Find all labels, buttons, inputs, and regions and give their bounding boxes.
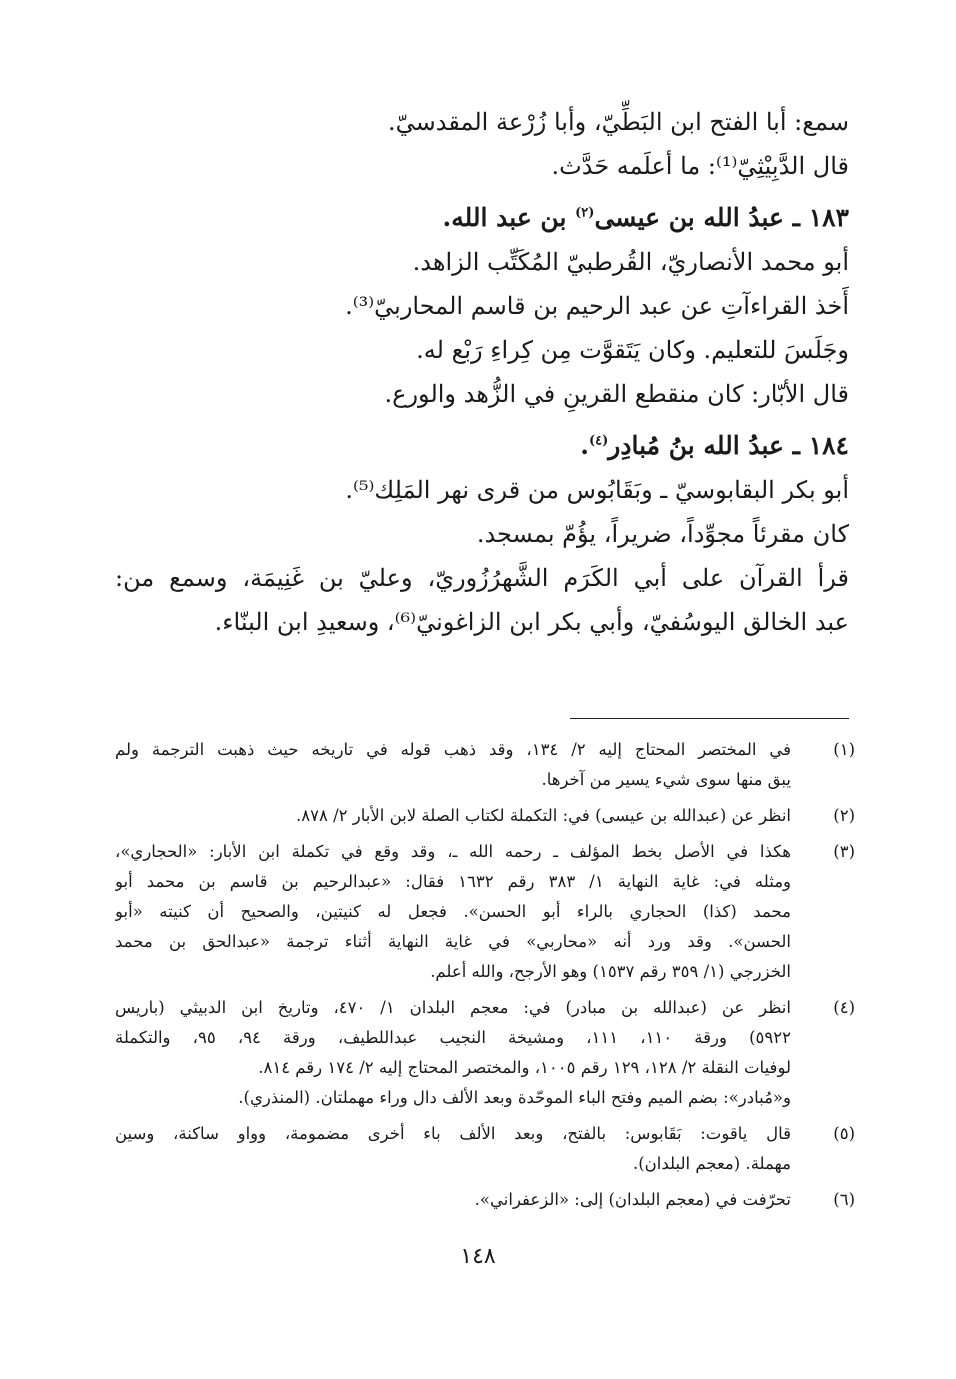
text-line: أَخذ القراءآتِ عن عبد الرحيم بن قاسم المحاربيّ⁽³⁾. — [345, 292, 849, 320]
footnote — [115, 837, 855, 987]
text-line: سمع: أبا الفتح ابن البَطِّيّ، وأبا زُرْعة المقدسيّ. — [388, 108, 849, 136]
footnote-line: ٥٩٢٢) ورقة ١١٠، ١١١، ومشيخة النجيب عبداللطيف، ورقة ٩٤، ٩٥، والتكملة — [115, 1028, 791, 1047]
footnote-line: قال ياقوت: بَقَابوس: بالفتح، وبعد الألف باء أخرى مضمومة، وواو ساكنة، وسين — [115, 1124, 791, 1143]
footnote-line: انظر عن (عبدالله بن مبادر) في: معجم البلدان ١/ ٤٧٠، وتاريخ ابن الدبيثي (باريس — [115, 998, 791, 1017]
footnote-number: (٢) — [833, 806, 855, 825]
footnote — [115, 735, 855, 795]
entry-heading-suffix: . — [580, 431, 589, 460]
text-line: قال الدَّبِيْثِيّ⁽¹⁾: ما أعلَمه حَدَّث. — [551, 152, 849, 180]
entry-183-heading — [115, 196, 849, 240]
footnote-line: مهملة. (معجم البلدان). — [633, 1154, 791, 1173]
entry-heading-suffix: بن عبد الله. — [442, 203, 576, 232]
text-line: أبو محمد الأنصاريّ، القُرطبيّ المُكَتِّب الزاهد. — [412, 248, 849, 276]
footnote-line: ومثله في: غاية النهاية ١/ ٣٨٣ رقم ١٦٣٢ فقال: «عبدالرحيم بن قاسم بن محمد أبو — [115, 872, 791, 891]
footnote-ref: (٤) — [588, 433, 609, 449]
footnote — [115, 993, 855, 1113]
footnote-line: و«مُبادر»: بضم الميم وفتح الباء الموحّدة وبعد الألف دال وراء مهملتان. (المنذري). — [238, 1088, 791, 1107]
page-number: ١٤٨ — [460, 1244, 496, 1269]
footnote-number: (٣) — [833, 842, 855, 861]
footnote — [115, 1185, 855, 1215]
entry-184-heading — [115, 424, 849, 468]
footnote — [115, 801, 855, 831]
footnote-line: لوفيات النقلة ٢/ ١٢٨، ١٢٩ رقم ١٠٠٥، والمختصر المحتاج إليه ٢/ ١٧٤ رقم ٨١٤. — [258, 1058, 791, 1077]
footnote-line: هكذا في الأصل بخط المؤلف ـ رحمه الله ـ، وقد وقع في تكملة ابن الأبار: «الحجاري»، — [115, 842, 791, 861]
footnote-line: الخزرجي (١/ ٣٥٩ رقم ١٥٣٧) وهو الأرجح، والله أعلم. — [430, 962, 791, 981]
footnote-number: (٤) — [833, 998, 855, 1017]
footnote-number: (١) — [833, 740, 855, 759]
text-line: قرأ القرآن على أبي الكَرَم الشَّهرُزُوريّ، وعليّ بن غَنِيمَة، وسمع من: — [115, 564, 849, 592]
footnotes — [115, 735, 855, 1221]
text-line: قال الأبّار: كان منقطع القرينِ في الزُّهد والورع. — [384, 380, 849, 408]
entry-heading-text: ١٨٤ ـ عبدُ الله بنُ مُبادِر — [608, 431, 849, 460]
text-line: أبو بكر البقابوسيّ ـ وبَقَابُوس من قرى نهر المَلِك⁽⁵⁾. — [345, 476, 849, 504]
footnote-line: انظر عن (عبدالله بن عيسى) في: التكملة لكتاب الصلة لابن الأبار ٢/ ٨٧٨. — [296, 806, 791, 825]
footnote-line: الحسن». وقد ورد أنه «محاربي» في غاية النهاية أثناء ترجمة «عبدالحق بن محمد — [115, 932, 791, 951]
footnote-number: (٦) — [833, 1190, 855, 1209]
footnote-line: محمد (كذا) الحجاري بالراء أبو الحسن». فجعل له كنيتين، والصحيح أن كنيته «أبو — [115, 902, 791, 921]
text-line: وجَلَسَ للتعليم. وكان يَتَقوَّت مِن كِراءِ رَبْع له. — [416, 336, 849, 364]
footnote — [115, 1119, 855, 1179]
footnote-line: يبق منها سوى شيء يسير من آخرها. — [541, 770, 791, 789]
footnote-separator — [570, 718, 849, 719]
footnote-line: في المختصر المحتاج إليه ٢/ ١٣٤، وقد ذهب قوله في تاريخه حيث ذهبت الترجمة ولم — [115, 740, 791, 759]
footnote-line: تحرّفت في (معجم البلدان) إلى: «الزعفراني». — [474, 1190, 791, 1209]
main-text — [115, 100, 849, 644]
footnote-ref: (٢) — [575, 205, 595, 221]
entry-heading-text: ١٨٣ ـ عبدُ الله بن عيسى — [594, 203, 849, 232]
text-line: عبد الخالق اليوسُفيّ، وأبي بكر ابن الزاغونيّ⁽⁶⁾، وسعيدِ ابن البنّاء. — [214, 608, 849, 636]
footnote-number: (٥) — [833, 1124, 855, 1143]
text-line: كان مقرئاً مجوِّداً، ضريراً، يؤُمّ بمسجد. — [476, 520, 849, 548]
